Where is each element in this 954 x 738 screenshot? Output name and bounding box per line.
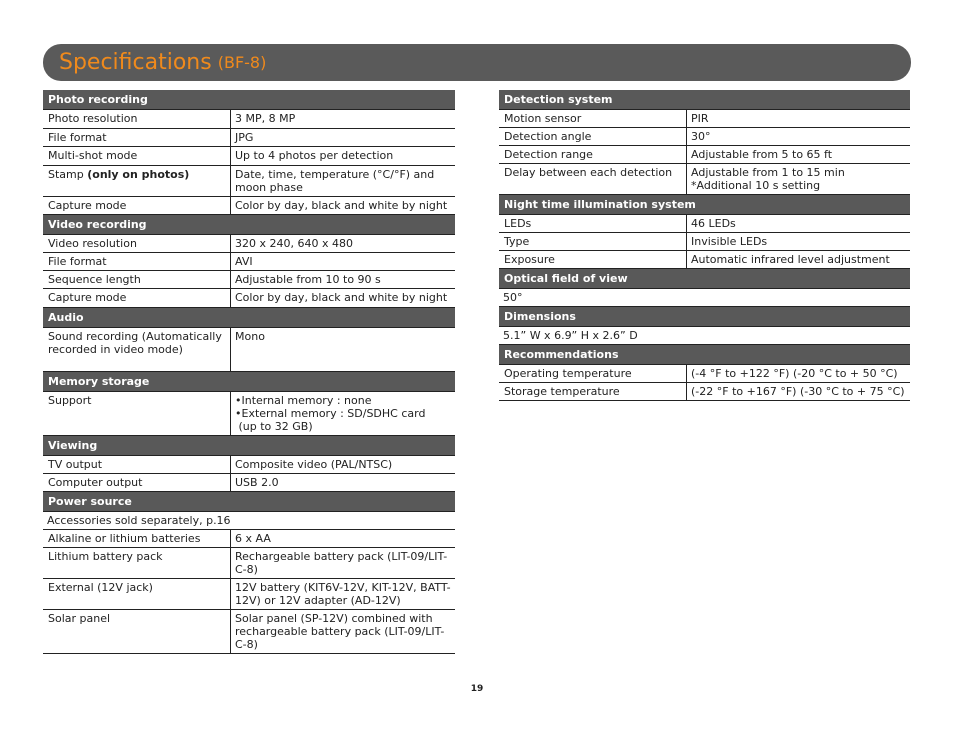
table-row: Capture mode Color by day, black and white by night <box>43 289 455 308</box>
section-night-illumination: Night time illumination system <box>499 195 910 215</box>
table-row: Lithium battery pack Rechargeable battery pack (LIT-09/LIT-C-8) <box>43 548 455 579</box>
table-row: Motion sensor PIR <box>499 110 910 128</box>
table-row: Storage temperature (-22 °F to +167 °F) (-30 °C to + 75 °C) <box>499 383 910 401</box>
table-row: Computer output USB 2.0 <box>43 474 455 492</box>
table-row: Multi-shot mode Up to 4 photos per detection <box>43 147 455 166</box>
section-viewing: Viewing <box>43 436 455 456</box>
title-bar <box>43 44 911 81</box>
section-audio: Audio <box>43 308 455 328</box>
table-row: Exposure Automatic infrared level adjustment <box>499 251 910 269</box>
table-row: Video resolution 320 x 240, 640 x 480 <box>43 235 455 253</box>
table-row: Alkaline or lithium batteries 6 x AA <box>43 530 455 548</box>
table-row: Photo resolution 3 MP, 8 MP <box>43 110 455 129</box>
section-dimensions: Dimensions <box>499 307 910 327</box>
table-row: Type Invisible LEDs <box>499 233 910 251</box>
section-video-recording: Video recording <box>43 215 455 235</box>
section-optical-fov: Optical field of view <box>499 269 910 289</box>
table-row: Detection angle 30° <box>499 128 910 146</box>
table-row: File format JPG <box>43 129 455 147</box>
table-row: Accessories sold separately, p.16 <box>43 512 455 530</box>
section-memory-storage: Memory storage <box>43 372 455 392</box>
table-row: Operating temperature (-4 °F to +122 °F) (-20 °C to + 50 °C) <box>499 365 910 383</box>
section-recommendations: Recommendations <box>499 345 910 365</box>
table-row: Sound recording (Automatically recorded in video mode) Mono <box>43 328 455 372</box>
table-row: External (12V jack) 12V battery (KIT6V-12V, KIT-12V, BATT-12V) or 12V adapter (AD-12V) <box>43 579 455 610</box>
section-power-source: Power source <box>43 492 455 512</box>
table-row: Stamp (only on photos) Date, time, temperature (°C/°F) and moon phase <box>43 166 455 197</box>
table-row: LEDs 46 LEDs <box>499 215 910 233</box>
table-row: Support •Internal memory : none •External memory : SD/SDHC card (up to 32 GB) <box>43 392 455 436</box>
right-column <box>499 90 910 401</box>
table-row: 50° <box>499 289 910 307</box>
page-number: 19 <box>470 684 484 694</box>
table-row: Capture mode Color by day, black and white by night <box>43 197 455 215</box>
model-label: (BF-8) <box>217 53 267 72</box>
table-row: TV output Composite video (PAL/NTSC) <box>43 456 455 474</box>
table-row: Sequence length Adjustable from 10 to 90 s <box>43 271 455 289</box>
table-row: File format AVI <box>43 253 455 271</box>
table-row: Detection range Adjustable from 5 to 65 ft <box>499 146 910 164</box>
section-photo-recording: Photo recording <box>43 90 455 110</box>
page-title: Specifications <box>59 50 212 75</box>
section-detection-system: Detection system <box>499 90 910 110</box>
left-column <box>43 90 455 654</box>
table-row: 5.1” W x 6.9” H x 2.6” D <box>499 327 910 345</box>
table-row: Delay between each detection Adjustable from 1 to 15 min *Additional 10 s setting <box>499 164 910 195</box>
table-row: Solar panel Solar panel (SP-12V) combined with rechargeable battery pack (LIT-09/LIT-C-8) <box>43 610 455 654</box>
